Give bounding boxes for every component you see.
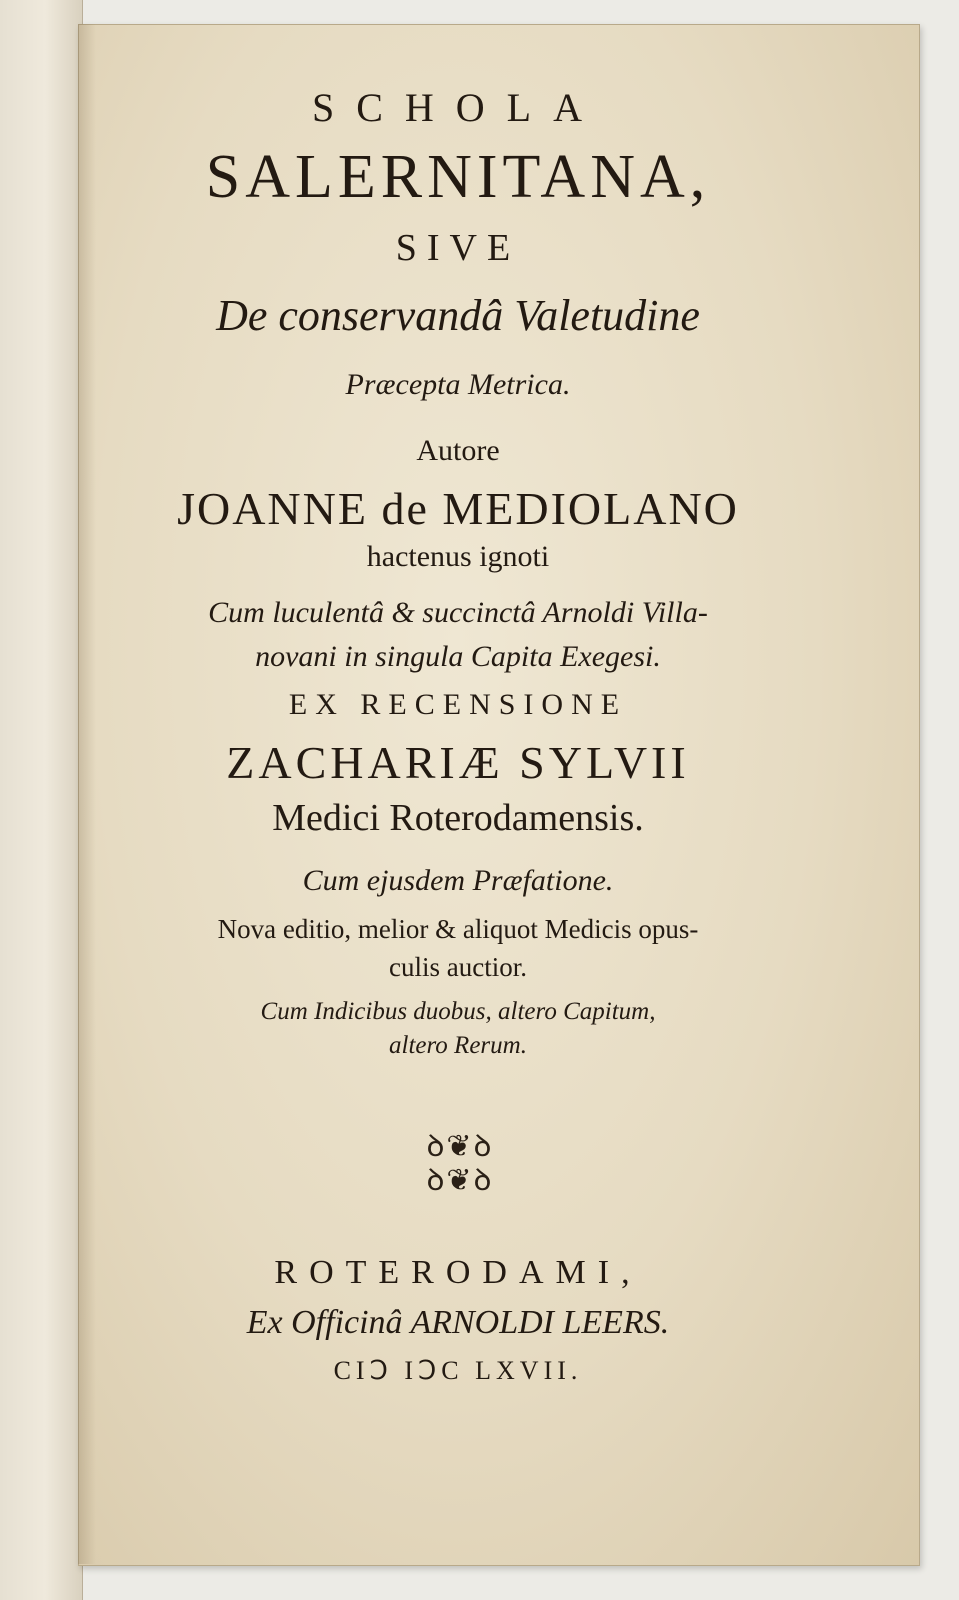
printers-ornament-top: ꝺ❦ꝺ <box>426 1129 494 1164</box>
title-salernitana: SALERNITANA, <box>205 143 711 211</box>
autore-label: Autore <box>416 434 500 467</box>
editor-title: Medici Roterodamensis. <box>272 797 644 839</box>
indices-line-1: Cum Indicibus duobus, altero Capitum, <box>260 998 656 1025</box>
hactenus-ignoti: hactenus ignoti <box>366 540 550 573</box>
ex-recensione: EX RECENSIONE <box>288 688 628 721</box>
book-binding-edge <box>0 0 83 1600</box>
subtitle-praecepta: Præcepta Metrica. <box>345 368 571 401</box>
exegesis-line-2: novani in singula Capita Exegesi. <box>255 640 661 673</box>
imprint-city: ROTERODAMI, <box>274 1254 642 1291</box>
subtitle-de-conservanda: De conservandâ Valetudine <box>216 291 700 340</box>
praefatione-line: Cum ejusdem Præfatione. <box>302 864 614 897</box>
imprint-date: CIↃ IↃC LXVII. <box>333 1356 583 1385</box>
printers-ornament-bottom: ꝺ❦ꝺ <box>426 1163 494 1198</box>
title-sive: SIVE <box>395 227 521 269</box>
title-schola: SCHOLA <box>311 85 605 130</box>
editor-name: ZACHARIÆ SYLVII <box>226 737 690 788</box>
nova-editio-line-1: Nova editio, melior & aliquot Medicis opus- <box>217 914 699 944</box>
exegesis-line-1: Cum luculentâ & succinctâ Arnoldi Villa- <box>208 596 708 629</box>
author-name: JOANNE de MEDIOLANO <box>177 483 739 534</box>
imprint-printer: Ex Officinâ ARNOLDI LEERS. <box>246 1304 670 1341</box>
indices-line-2: altero Rerum. <box>389 1032 527 1059</box>
nova-editio-line-2: culis auctior. <box>389 952 527 982</box>
